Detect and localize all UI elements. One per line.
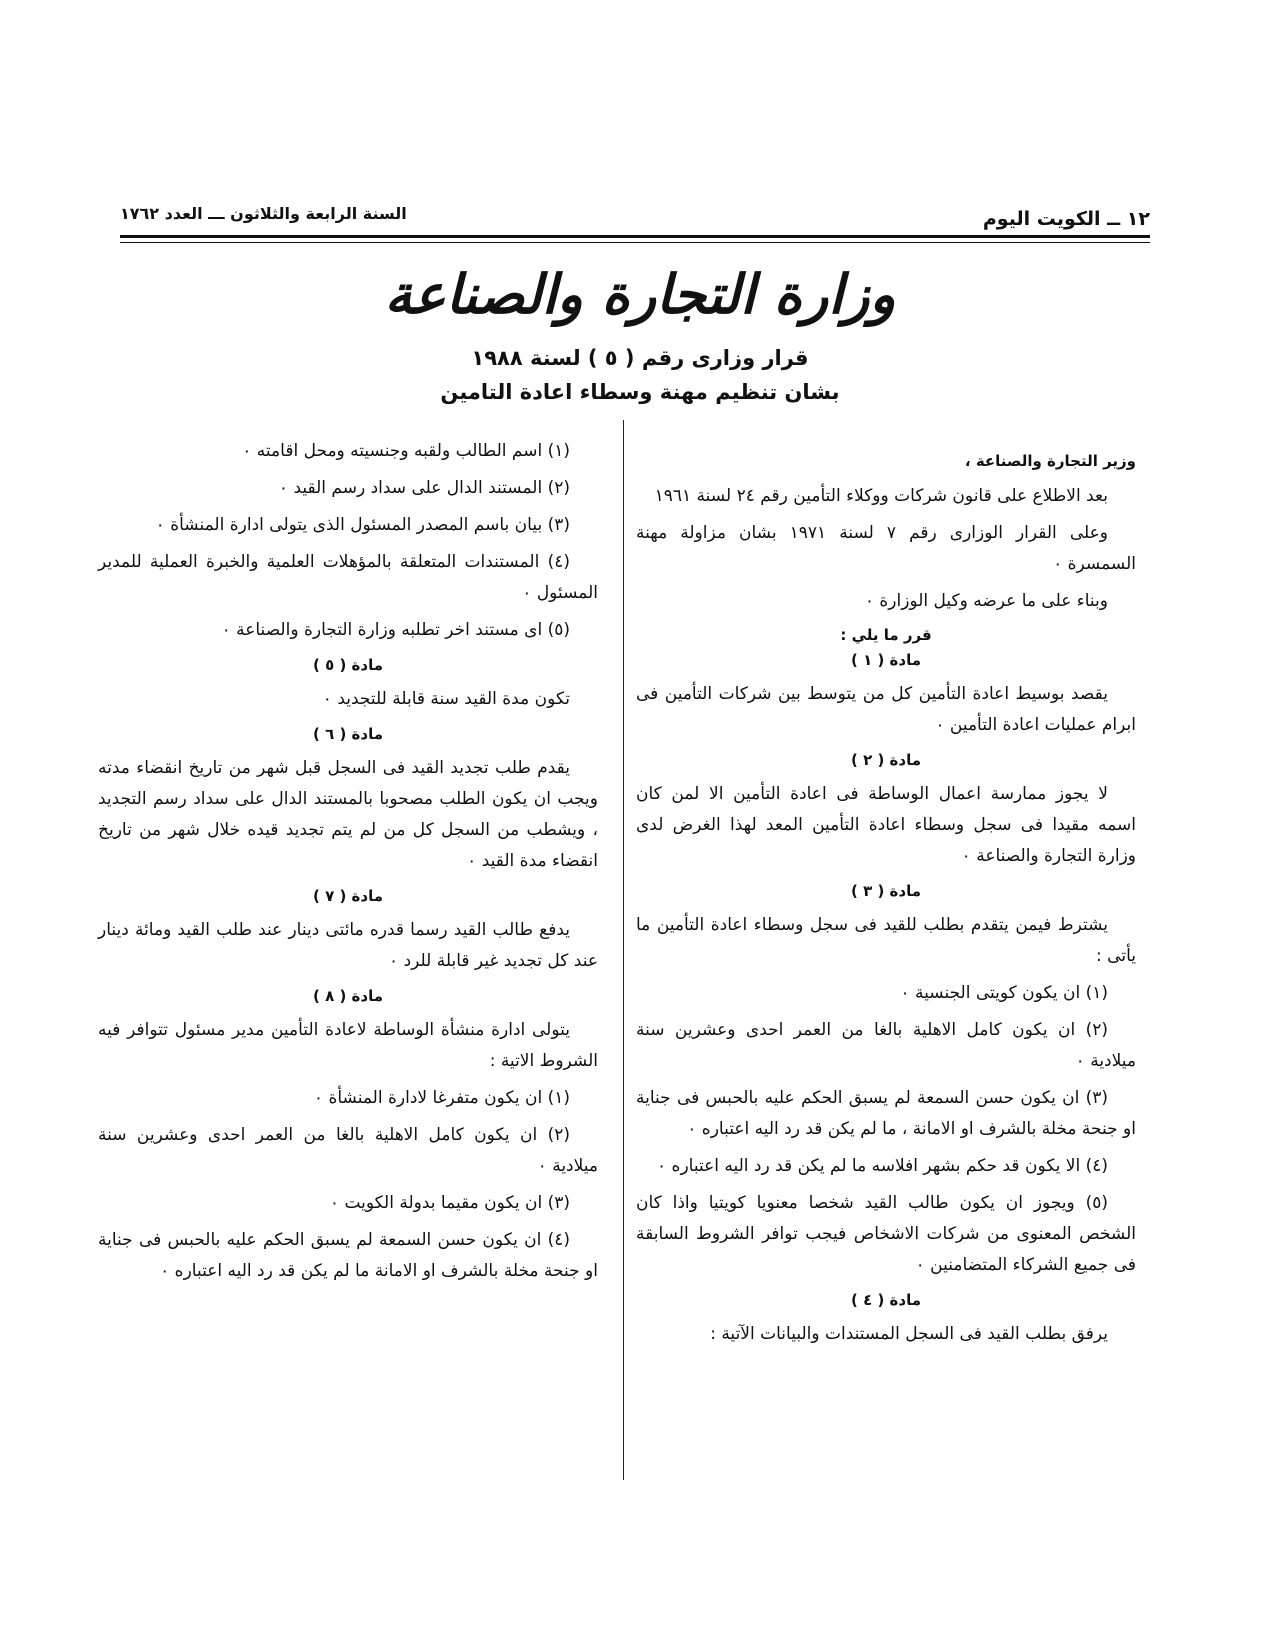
ministry-title: وزارة التجارة والصناعة — [384, 262, 896, 326]
article-text: يشترط فيمن يتقدم بطلب للقيد فى سجل وسطاء اعادة التأمين ما يأتى : — [636, 915, 1136, 966]
list-item: (٤) المستندات المتعلقة بالمؤهلات العلمية والخبرة العملية للمدير المسئول ٠ — [98, 552, 598, 603]
article-text: يقدم طلب تجديد القيد فى السجل قبل شهر من تاريخ انقضاء مدته ويجب ان يكون الطلب مصحوبا بالمستند الدال على سداد رسم التجديد ، ويشطب من السجل كل من لم يتم تجديد قيده خلال شهر من تاريخ انقضاء مدة القيد ٠ — [98, 758, 598, 871]
column-divider — [623, 420, 624, 1480]
article-text: لا يجوز ممارسة اعمال الوساطة فى اعادة التأمين الا لمن كان اسمه مقيدا فى سجل وسطاء اعادة التأمين المعد لهذا الغرض لدى وزارة التجارة والصناعة ٠ — [636, 784, 1136, 866]
right-column — [636, 446, 1136, 1356]
article-heading: مادة ( ٤ ) — [850, 1291, 921, 1309]
decree-title: قرار وزارى رقم ( ٥ ) لسنة ١٩٨٨ — [471, 346, 809, 370]
list-item: (٥) اى مستند اخر تطلبه وزارة التجارة والصناعة ٠ — [221, 620, 570, 640]
left-column — [98, 436, 598, 1293]
running-header — [120, 200, 1150, 238]
header-rule-thin — [120, 242, 1150, 243]
article-heading: مادة ( ٦ ) — [312, 725, 383, 743]
article-text: تكون مدة القيد سنة قابلة للتجديد ٠ — [322, 689, 570, 709]
article-heading: مادة ( ٨ ) — [312, 987, 383, 1005]
year-and-issue-number: السنة الرابعة والثلاثون ـــ العدد ١٧٦٢ — [120, 204, 407, 223]
list-item: (١) اسم الطالب ولقبه وجنسيته ومحل اقامته ٠ — [242, 441, 570, 461]
list-item: (٥) ويجوز ان يكون طالب القيد شخصا معنويا كويتيا واذا كان الشخص المعنوى من شركات الاشخاص فيجب توافر الشروط السابقة فى جميع الشركاء المتضامنين ٠ — [636, 1193, 1136, 1275]
header-rule — [120, 235, 1150, 238]
preamble-paragraph: وبناء على ما عرضه وكيل الوزارة ٠ — [864, 591, 1108, 611]
list-item: (٣) ان يكون مقيما بدولة الكويت ٠ — [329, 1193, 570, 1213]
article-heading: مادة ( ٧ ) — [312, 887, 383, 905]
decided-heading: قرر ما يلي : — [840, 626, 932, 644]
list-item: (٢) ان يكون كامل الاهلية بالغا من العمر احدى وعشرين سنة ميلادية ٠ — [98, 1125, 598, 1176]
list-item: (٣) ان يكون حسن السمعة لم يسبق الحكم عليه بالحبس فى جناية او جنحة مخلة بالشرف او الامانة ، ما لم يكن قد رد اليه اعتباره ٠ — [636, 1088, 1136, 1139]
page-number-and-paper-name: ١٢ ــ الكويت اليوم — [982, 208, 1150, 230]
article-heading: مادة ( ٢ ) — [850, 751, 921, 769]
article-text: يقصد بوسيط اعادة التأمين كل من يتوسط بين شركات التأمين فى ابرام عمليات اعادة التأمين ٠ — [636, 684, 1136, 735]
article-heading: مادة ( ٣ ) — [850, 882, 921, 900]
list-item: (٤) ان يكون حسن السمعة لم يسبق الحكم عليه بالحبس فى جناية او جنحة مخلة بالشرف او الامانة ما لم يكن قد رد اليه اعتباره ٠ — [98, 1230, 598, 1281]
article-heading: مادة ( ١ ) — [850, 651, 921, 669]
preamble-paragraph: بعد الاطلاع على قانون شركات ووكلاء التأمين رقم ٢٤ لسنة ١٩٦١ — [654, 486, 1108, 506]
list-item: (١) ان يكون كويتى الجنسية ٠ — [900, 983, 1108, 1003]
decree-subject: بشان تنظيم مهنة وسطاء اعادة التامين — [440, 380, 840, 404]
article-text: يدفع طالب القيد رسما قدره مائتى دينار عند طلب القيد ومائة دينار عند كل تجديد غير قابلة للرد ٠ — [98, 920, 598, 971]
list-item: (٤) الا يكون قد حكم بشهر افلاسه ما لم يكن قد رد اليه اعتباره ٠ — [657, 1156, 1108, 1176]
list-item: (٣) بيان باسم المصدر المسئول الذى يتولى ادارة المنشأة ٠ — [155, 515, 570, 535]
article-heading: مادة ( ٥ ) — [312, 656, 383, 674]
article-text: يرفق بطلب القيد فى السجل المستندات والبيانات الآتية : — [710, 1324, 1108, 1344]
list-item: (١) ان يكون متفرغا لادارة المنشأة ٠ — [313, 1088, 570, 1108]
list-item: (٢) المستند الدال على سداد رسم القيد ٠ — [278, 478, 570, 498]
list-item: (٢) ان يكون كامل الاهلية بالغا من العمر احدى وعشرين سنة ميلادية ٠ — [636, 1020, 1136, 1071]
article-text: يتولى ادارة منشأة الوساطة لاعادة التأمين مدير مسئول تتوافر فيه الشروط الاتية : — [98, 1020, 598, 1071]
preamble-paragraph: وعلى القرار الوزارى رقم ٧ لسنة ١٩٧١ بشان مزاولة مهنة السمسرة ٠ — [636, 523, 1136, 574]
addressee: وزير التجارة والصناعة ، — [964, 452, 1136, 470]
